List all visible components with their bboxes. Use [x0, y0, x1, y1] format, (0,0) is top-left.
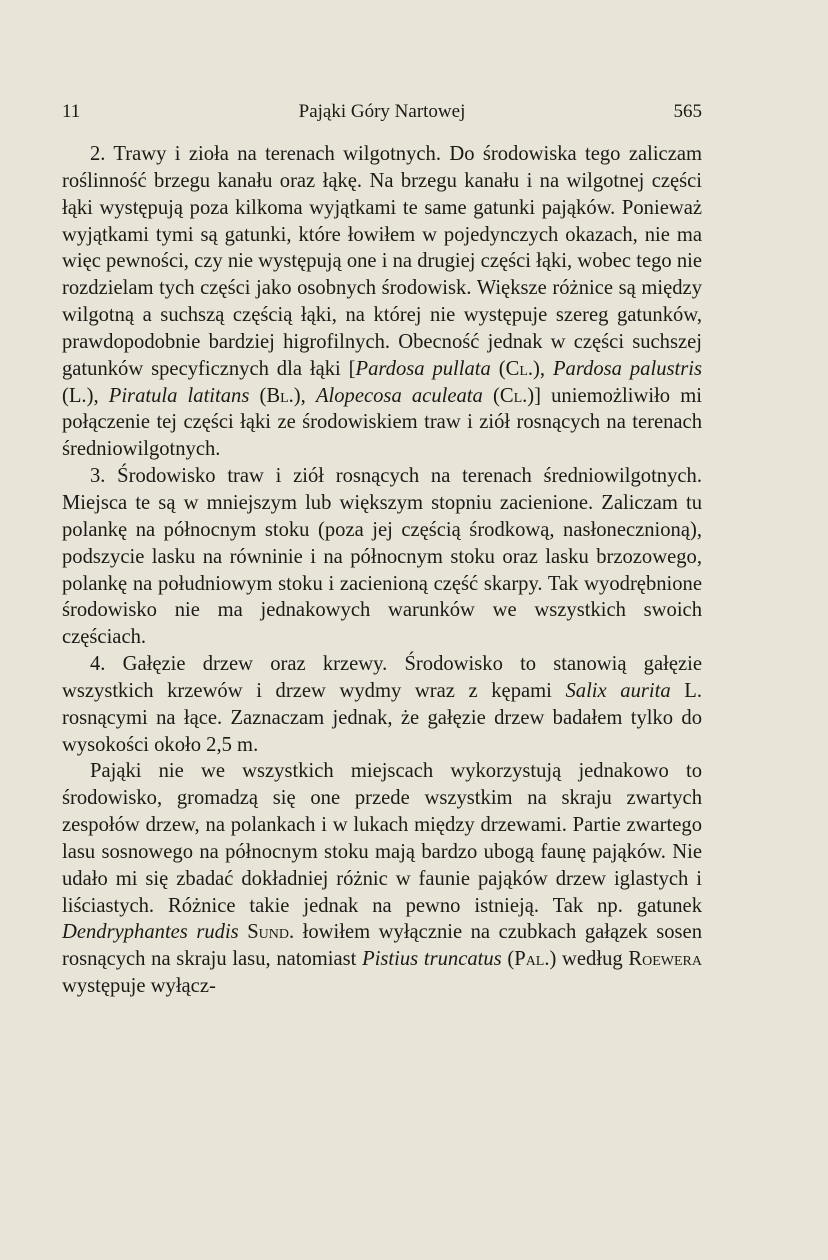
paragraph [62, 758, 702, 1000]
author-abbrev: Cl. [505, 357, 534, 380]
text-run: ), [293, 384, 316, 407]
taxon-name: Pistius truncatus [362, 948, 502, 971]
text-run: łowiłem wyłącznie na czubkach gałązek sosen rosnących na skraju lasu, natomiast [62, 921, 702, 971]
author-abbrev: Pal. [514, 948, 550, 971]
taxon-name: Salix aurita [565, 679, 671, 702]
page-number: 565 [673, 101, 702, 122]
author-abbrev: Roewera [628, 948, 702, 971]
author-abbrev: Sund. [247, 921, 295, 944]
text-run: ( [490, 357, 506, 380]
taxon-name: Pardosa palustris [552, 357, 702, 380]
paragraph [62, 651, 702, 758]
paragraph [62, 463, 702, 651]
taxon-name: Piratula latitans [108, 384, 250, 407]
text-run: ), [533, 357, 553, 380]
text-run: 3. Środowisko traw i ziół rosnących na terenach średniowilgotnych. Miejsca te są w mniejszym lub większym stopniu zacienione. Zaliczam tu polankę na północnym stoku (poza jej częścią środkową, nasłonecznioną), podszycie lasku na równinie i na północnym stoku oraz lasku brzozowego, polankę na południowym stoku i zacienioną część skarpy. Tak wyodrębnione środowisko nie ma jednakowych warunków we wszystkich swoich częściach. [62, 465, 702, 649]
paragraph [62, 141, 702, 463]
taxon-name: Dendryphantes rudis [62, 921, 239, 944]
text-run: ) według [549, 948, 629, 971]
author-abbrev: Bl. [266, 384, 294, 407]
taxon-name: Pardosa pullata [355, 357, 491, 380]
text-run: ( [482, 384, 500, 407]
text-run: )] uniemożliwiło mi połączenie tej części łąki ze środowiskiem traw i ziół rosnących na terenach średniowilgotnych. [62, 384, 702, 461]
running-title: Pająki Góry Nartowej [298, 101, 466, 122]
left-header-number: 11 [62, 101, 81, 122]
body-text [62, 141, 702, 1000]
text-run: 2. Trawy i zioła na terenach wilgotnych. Do środowiska tego zaliczam roślinność brzegu kanału oraz łąkę. Na brzegu kanału i na wilgotnej części łąki występują poza kilkoma wyjątkami te same gatunki pająków. Ponieważ wyjątkami tymi są gatunki, które łowiłem w pojedynczych okazach, nie ma więc pewności, czy nie występują one i na drugiej części łąki, wobec tego nie rozdzielam tych części jako osobnych środowisk. Większe różnice są między wilgotną a suchszą częścią łąki, na której nie występuje szereg gatunków, prawdopodobnie bardziej higrofilnych. Obecność jednak w części suchszej gatunków specyficznych dla łąki [ [62, 143, 702, 380]
text-run: Pająki nie we wszystkich miejscach wykorzystują jednakowo to środowisko, gromadzą się one przede wszystkim na skraju zwartych zespołów drzew, na polankach i w lukach między drzewami. Partie zwartego lasu sosnowego na północnym stoku mają bardzo ubogą faunę pająków. Nie udało mi się zbadać dokładniej różnic w faunie pająków drzew iglastych i liściastych. Różnice takie jednak na pewno istnieją. Tak np. gatunek [62, 760, 702, 917]
text-run: L. rosnącymi na łące. Zaznaczam jednak, że gałęzie drzew badałem tylko do wysokości około 2,5 m. [62, 679, 702, 756]
text-run: ( [501, 948, 515, 971]
text-run [239, 921, 248, 943]
text-run: występuje wyłącz- [62, 975, 216, 998]
author-abbrev: Cl. [499, 384, 528, 407]
taxon-name: Alopecosa aculeata [315, 384, 483, 407]
running-header [62, 101, 702, 131]
text-run: (L.), [62, 384, 109, 407]
text-run: ( [249, 384, 267, 407]
text-run: 4. Gałęzie drzew oraz krzewy. Środowisko to stanowią gałęzie wszystkich krzewów i drzew wydmy wraz z kępami [62, 653, 702, 702]
